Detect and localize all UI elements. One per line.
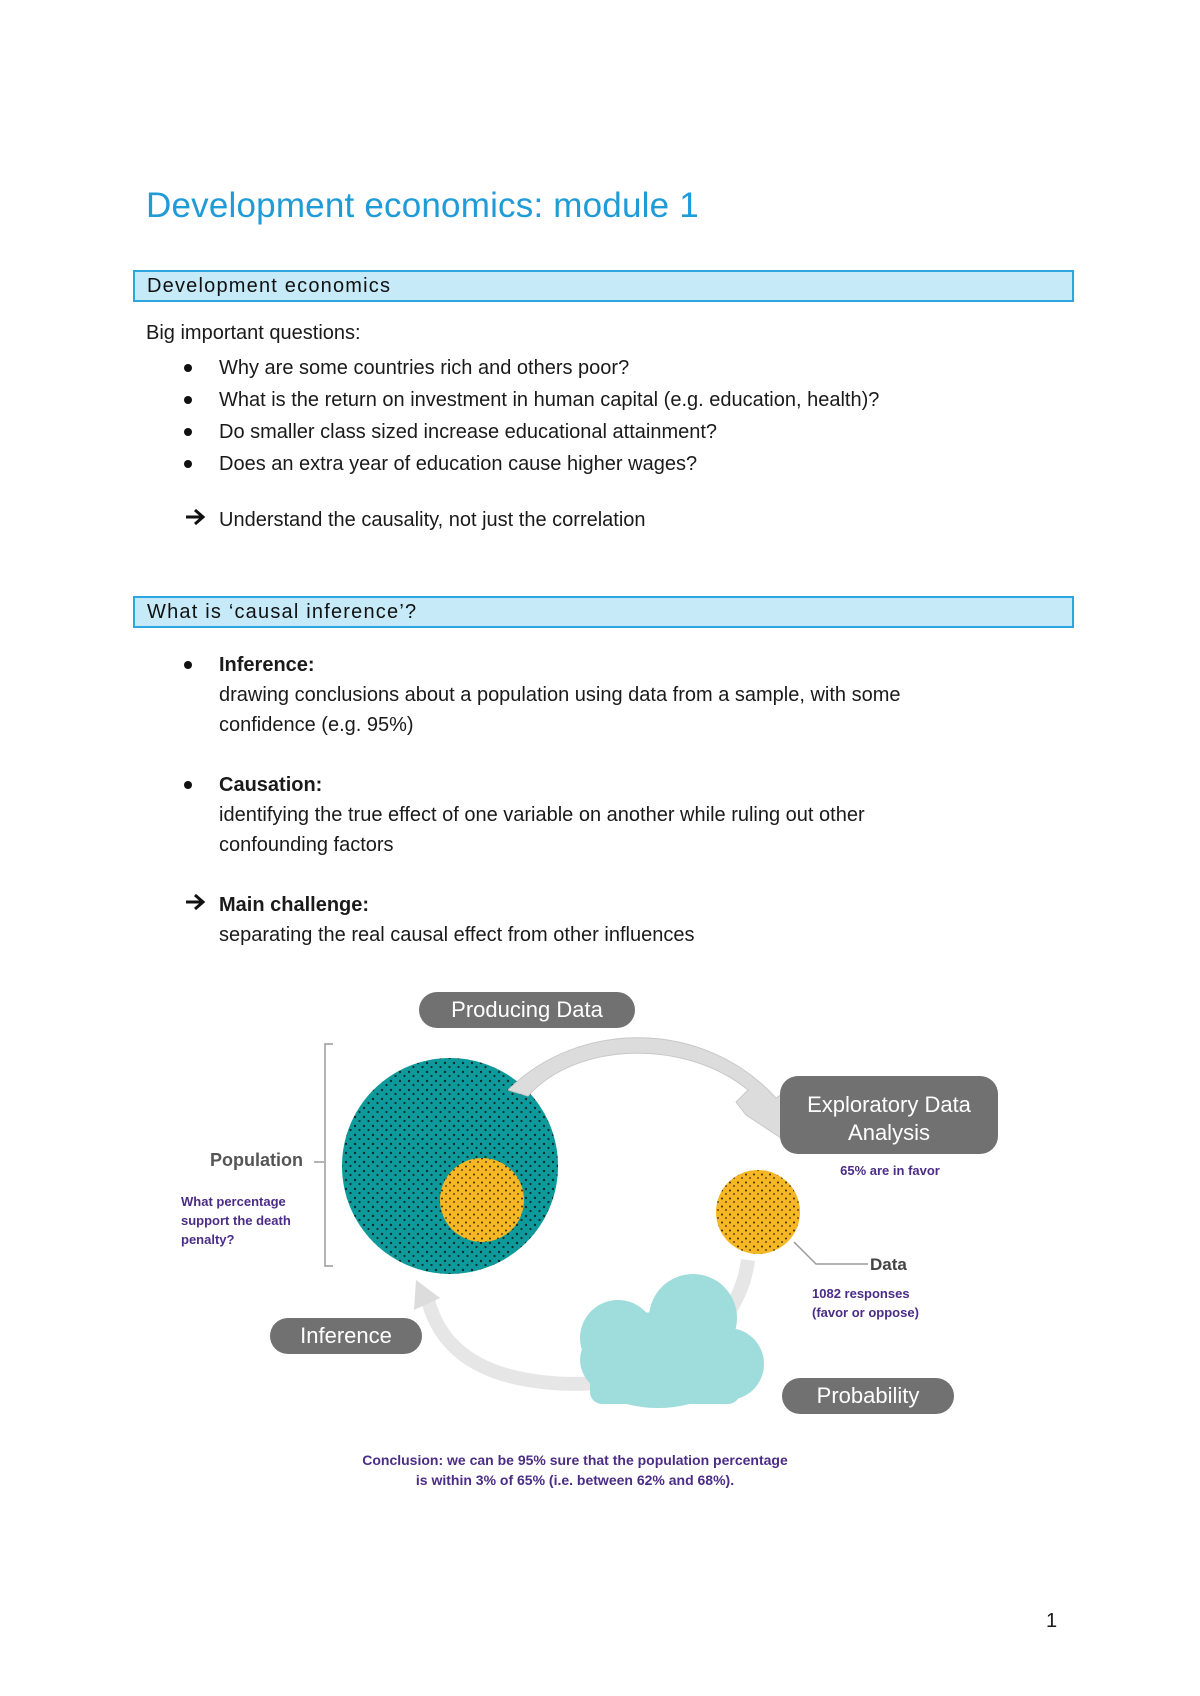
conclusion-line2: is within 3% of 65% (i.e. between 62% and 68%).	[415, 1472, 735, 1488]
section-heading-development-economics: Development economics	[133, 270, 1074, 302]
page-number: 1	[1046, 1610, 1058, 1632]
list-item: Does an extra year of education cause higher wages?	[146, 448, 879, 480]
inference-item	[146, 650, 1046, 740]
statistics-cycle-diagram	[128, 980, 1048, 1500]
favor-text: 65% are in favor	[840, 1163, 940, 1178]
responses-line1: 1082 responses	[812, 1286, 910, 1301]
question-line3: penalty?	[181, 1232, 235, 1247]
list-item: What is the return on investment in human capital (e.g. education, health)?	[146, 384, 879, 416]
population-label: Population	[210, 1150, 303, 1170]
question-line1: What percentage	[181, 1194, 286, 1209]
causality-note	[184, 505, 646, 535]
page-title: Development economics: module 1	[146, 186, 699, 225]
arrow-right-icon	[184, 505, 214, 538]
population-bracket	[325, 1044, 333, 1266]
inference-label	[270, 1318, 422, 1354]
arrow-right-icon	[184, 890, 214, 923]
causation-term: Causation:	[219, 774, 323, 796]
main-challenge-term: Main challenge:	[219, 894, 370, 916]
section-heading-causal-inference: What is ‘causal inference’?	[133, 596, 1074, 628]
inference-term: Inference:	[219, 654, 315, 676]
main-challenge	[184, 890, 694, 950]
conclusion-line1: Conclusion: we can be 95% sure that the population percentage	[362, 1452, 788, 1468]
producing-arrow	[508, 1038, 788, 1140]
causation-definition-line1: identifying the true effect of one variable on another while ruling out other	[219, 804, 865, 826]
inference-definition-line1: drawing conclusions about a population using data from a sample, with some	[219, 684, 901, 706]
causation-item	[146, 770, 1046, 860]
data-label: Data	[870, 1255, 907, 1274]
probability-label	[782, 1378, 954, 1414]
bullet-icon	[184, 661, 192, 669]
question-line2: support the death	[181, 1213, 291, 1228]
inference-definition-line2: confidence (e.g. 95%)	[219, 714, 414, 736]
intro-text: Big important questions:	[146, 322, 361, 344]
causality-text: Understand the causality, not just the correlation	[219, 509, 646, 531]
svg-text:Inference: Inference	[300, 1323, 392, 1348]
svg-text:Probability: Probability	[816, 1383, 920, 1408]
exploratory-data-analysis-label	[780, 1076, 998, 1154]
questions-list	[146, 352, 879, 480]
bullet-icon	[184, 781, 192, 789]
list-item: Why are some countries rich and others poor?	[146, 352, 879, 384]
data-circle	[716, 1170, 800, 1254]
producing-data-label	[419, 992, 635, 1028]
list-item: Do smaller class sized increase educational attainment?	[146, 416, 879, 448]
svg-text:Producing Data: Producing Data	[451, 997, 603, 1022]
svg-text:Exploratory Data: Exploratory Data	[807, 1092, 971, 1117]
main-challenge-text: separating the real causal effect from other influences	[219, 924, 695, 946]
responses-line2: (favor or oppose)	[812, 1305, 919, 1320]
svg-text:Analysis: Analysis	[848, 1120, 930, 1145]
causation-definition-line2: confounding factors	[219, 834, 394, 856]
sample-circle	[440, 1158, 524, 1242]
